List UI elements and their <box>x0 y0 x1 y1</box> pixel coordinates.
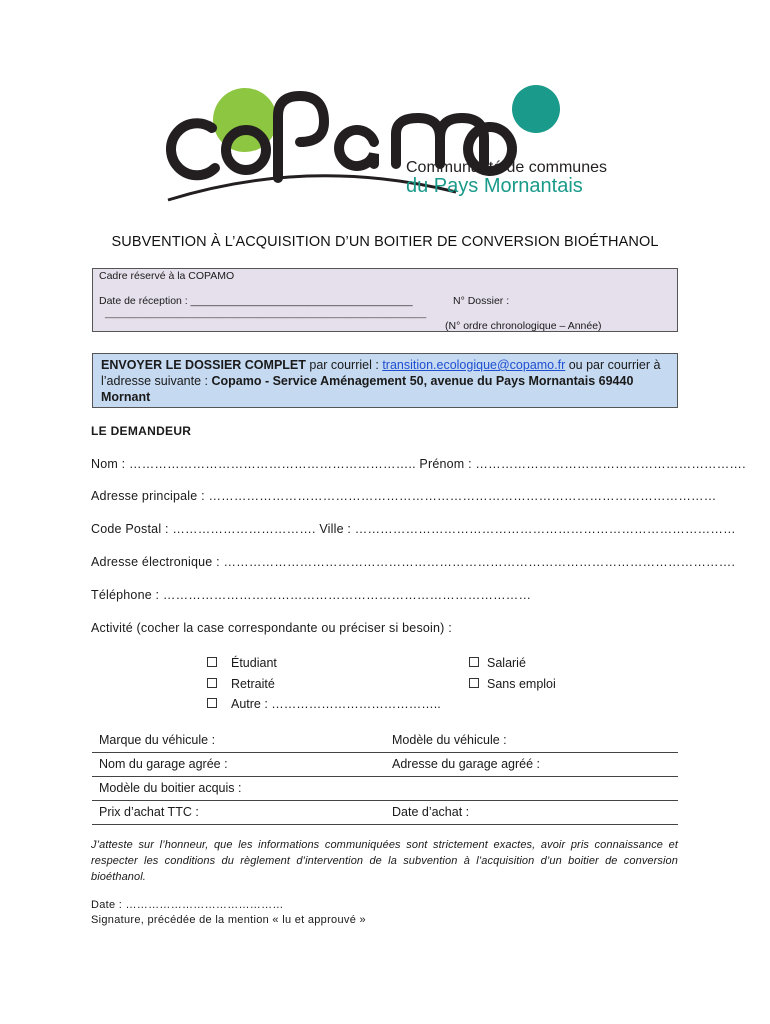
box-model-field[interactable]: Modèle du boitier acquis : <box>99 781 242 795</box>
checkbox-etudiant[interactable] <box>207 656 277 670</box>
checkbox-icon[interactable] <box>207 678 217 688</box>
send-instructions-box <box>92 353 678 408</box>
checkbox-salarie[interactable] <box>469 656 526 670</box>
garage-name-field[interactable]: Nom du garage agrée : <box>99 757 228 771</box>
order-note: (N° ordre chronologique – Année) <box>445 320 602 332</box>
checkbox-icon[interactable] <box>469 678 479 688</box>
logo-teal-dot <box>512 85 560 133</box>
checkbox-icon[interactable] <box>207 698 217 708</box>
vehicle-row-2 <box>92 752 678 777</box>
postal-address: Copamo - Service Aménagement 50, avenue du Pays Mornantais 69440 Mornant <box>101 374 634 404</box>
price-field[interactable]: Prix d’achat TTC : <box>99 805 199 819</box>
dossier-number-label: N° Dossier : <box>453 295 510 307</box>
vehicle-model-field[interactable]: Modèle du véhicule : <box>392 733 507 747</box>
checkbox-label: Autre : ………………………………….. <box>231 697 441 711</box>
email-field[interactable]: Adresse électronique : …………………………………………………………………………………………………………. <box>91 555 736 569</box>
checkbox-retraite[interactable] <box>207 677 275 691</box>
activity-prompt: Activité (cocher la case correspondante ou préciser si besoin) : <box>91 621 452 635</box>
checkbox-autre[interactable] <box>207 697 441 711</box>
email-link[interactable]: transition.ecologique@copamo.fr <box>382 358 566 372</box>
send-lead: ENVOYER LE DOSSIER COMPLET <box>101 358 306 372</box>
page-title: SUBVENTION À L’ACQUISITION D’UN BOITIER DE CONVERSION BIOÉTHANOL <box>111 234 659 250</box>
signature-date-field[interactable]: Date : …………………………………… <box>91 899 284 911</box>
postal-city-field[interactable]: Code Postal : ……………………………. Ville : ……………………………………………………………………………… <box>91 522 736 536</box>
signature-mention: Signature, précédée de la mention « lu et approuvé » <box>91 914 366 926</box>
reception-date-field: Date de réception : ______________________________________ <box>99 295 413 307</box>
garage-address-field[interactable]: Adresse du garage agréé : <box>392 757 541 771</box>
send-mail-intro: ou par courrier à l’adresse suivante : <box>101 358 661 388</box>
dossier-underline: _______________________________________________________ <box>105 307 427 319</box>
logo-line2: du Pays Mornantais <box>406 175 583 197</box>
logo-line1: Communauté de communes <box>406 159 607 176</box>
reserved-heading: Cadre réservé à la COPAMO <box>99 270 235 282</box>
checkbox-icon[interactable] <box>469 657 479 667</box>
vehicle-brand-field[interactable]: Marque du véhicule : <box>99 733 216 747</box>
purchase-date-field[interactable]: Date d’achat : <box>392 805 470 819</box>
address-field[interactable]: Adresse principale : ………………………………………………………………………………………………………… <box>91 489 717 503</box>
name-field[interactable]: Nom : ………………………………………………………….. Prénom : ………………………………………………………. <box>91 457 746 471</box>
vehicle-row-3 <box>92 776 678 801</box>
checkbox-label: Sans emploi <box>487 677 556 691</box>
checkbox-icon[interactable] <box>207 657 217 667</box>
checkbox-sans-emploi[interactable] <box>469 677 556 691</box>
vehicle-row-1 <box>92 728 678 753</box>
reserved-box <box>92 268 678 332</box>
section-title-demandeur: LE DEMANDEUR <box>91 424 192 438</box>
copamo-logo-graphic <box>160 82 620 206</box>
send-email-intro: par courriel : <box>305 358 383 372</box>
copamo-logo <box>160 82 620 206</box>
checkbox-label: Retraité <box>231 677 275 691</box>
checkbox-label: Étudiant <box>231 656 277 670</box>
phone-field[interactable]: Téléphone : …………………………………………………………………………… <box>91 588 532 602</box>
attestation-text: J’atteste sur l’honneur, que les informations communiquées sont strictement exactes, avoir pris connaissance et respecter les conditions du règlement d’intervention de la subvention à l’acquisition d’un boitier de conversion bioéthanol. <box>91 839 678 883</box>
checkbox-label: Salarié <box>487 656 526 670</box>
vehicle-row-4 <box>92 800 678 825</box>
